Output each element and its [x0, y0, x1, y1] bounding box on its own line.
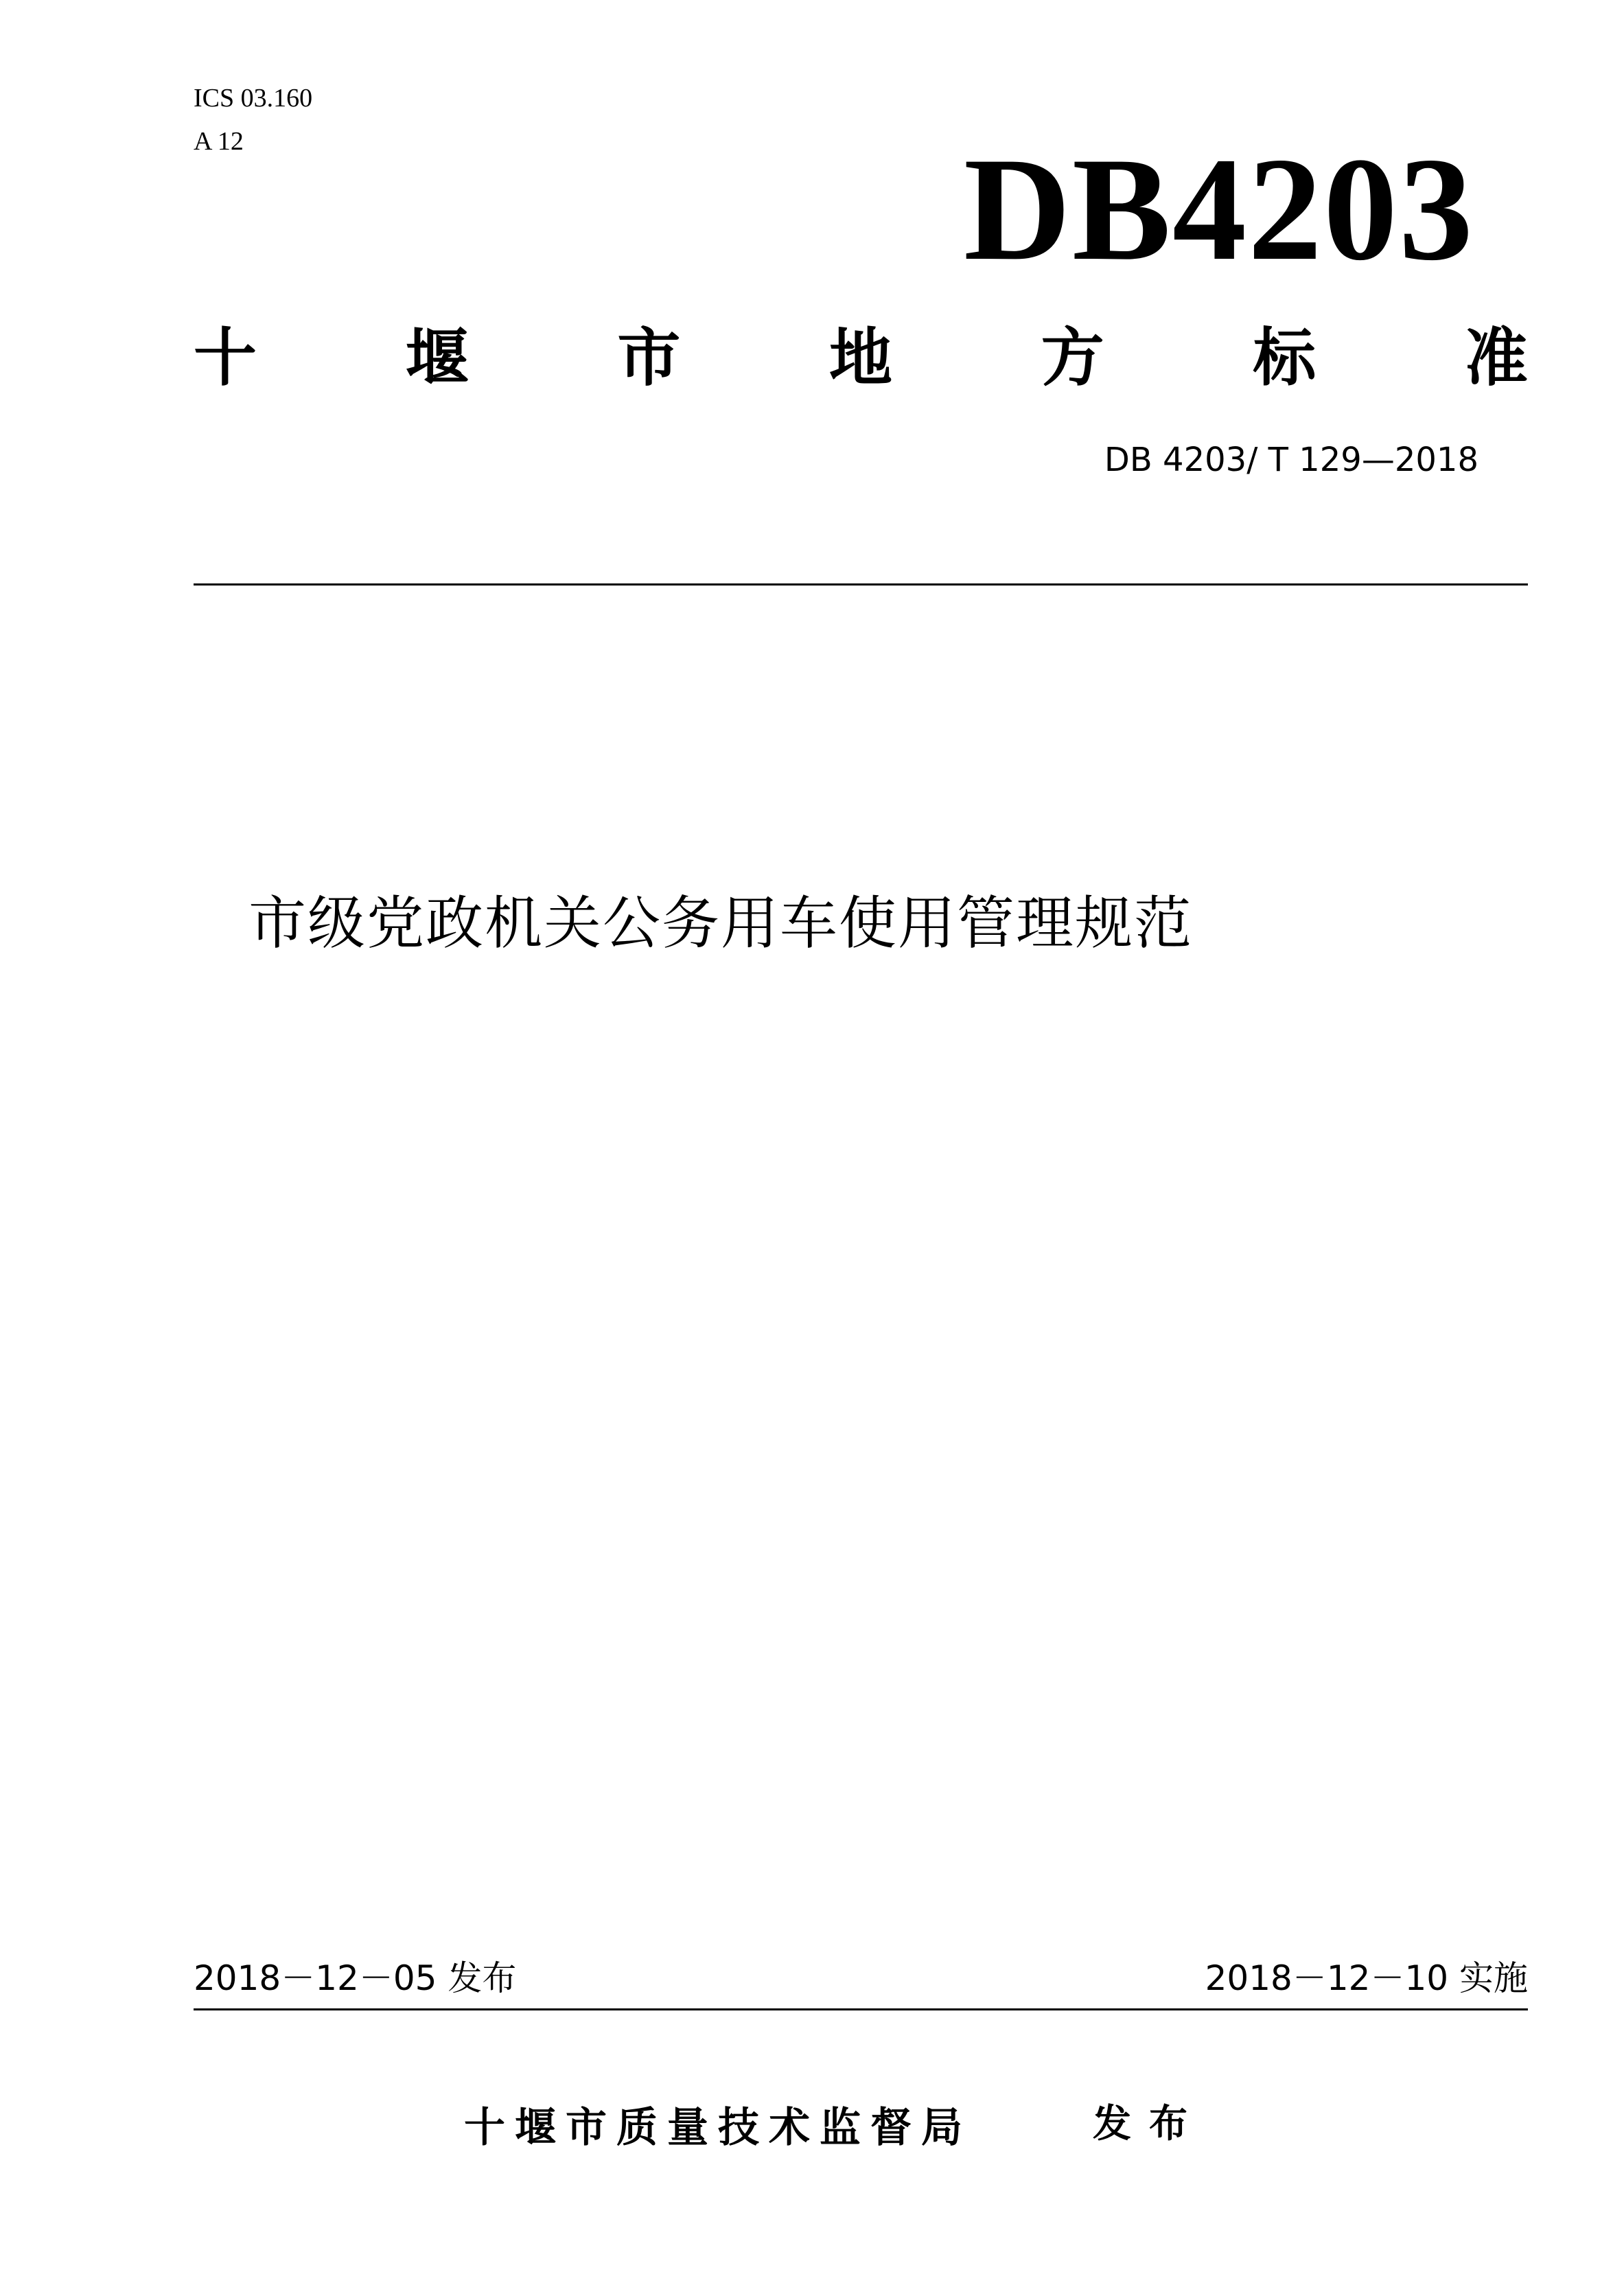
standard-type-char: 方	[1041, 321, 1104, 395]
standard-type-char: 标	[1253, 321, 1316, 395]
document-title: 市级党政机关公务用车使用管理规范	[248, 890, 1194, 957]
standard-type-char: 地	[828, 321, 892, 395]
publish-date: 2018－12－05 发布	[194, 1958, 517, 1998]
classification-code: A 12	[194, 127, 244, 156]
standard-type-heading	[194, 317, 1528, 399]
standard-number: DB 4203/ T 129—2018	[1104, 441, 1478, 479]
issuing-authority: 十堰市质量技术监督局	[464, 2104, 972, 2152]
top-divider	[194, 583, 1528, 585]
implement-date: 2018－12－10 实施	[1205, 1958, 1528, 1998]
db-mark: DB4203	[963, 127, 1474, 291]
standard-type-char: 市	[617, 321, 681, 395]
ics-code: ICS 03.160	[194, 84, 313, 113]
bottom-divider	[194, 2008, 1528, 2010]
issue-label: 发布	[1093, 2102, 1205, 2146]
standard-type-char: 十	[194, 321, 257, 395]
standard-type-char: 准	[1464, 321, 1528, 395]
standard-type-char: 堰	[405, 321, 469, 395]
